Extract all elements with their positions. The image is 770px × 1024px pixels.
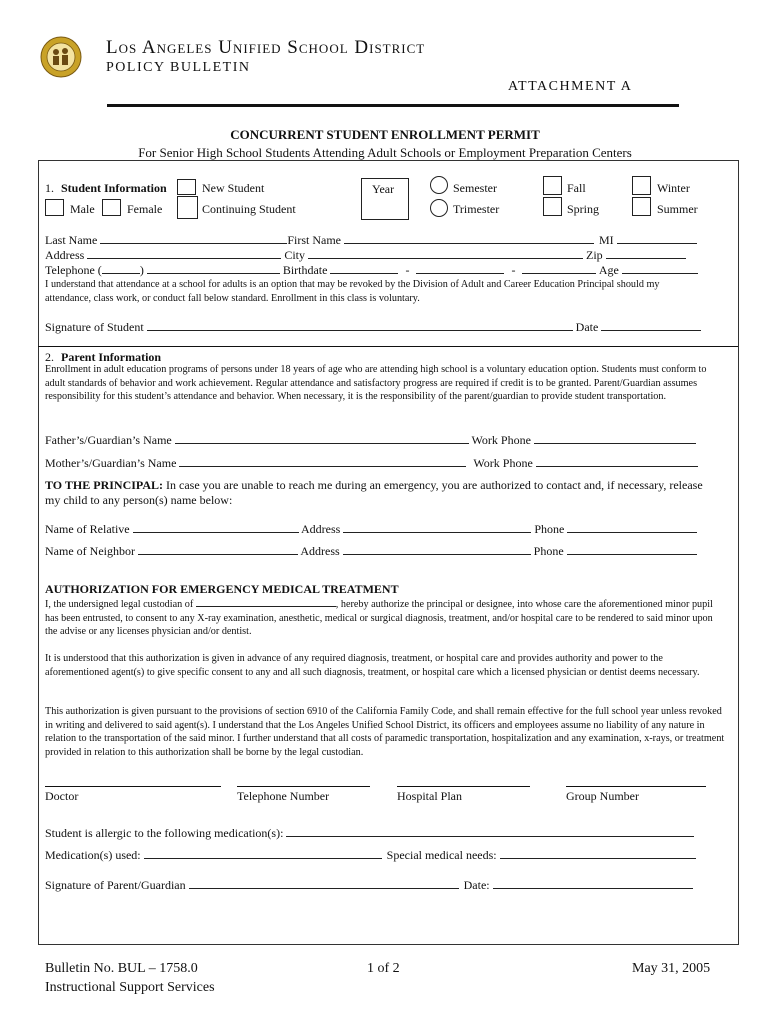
age-label: Age (598, 263, 619, 277)
section1-heading (45, 181, 167, 196)
section2-title: Parent Information (61, 350, 162, 364)
city-label: City (284, 248, 305, 262)
winter-checkbox[interactable] (632, 176, 651, 195)
new-student-label: New Student (202, 181, 265, 195)
birth-day-field[interactable] (416, 263, 504, 274)
student-signature-row (45, 320, 701, 335)
mother-work-phone-label: Work Phone (473, 456, 533, 470)
last-name-field[interactable] (100, 233, 287, 244)
neighbor-phone-field[interactable] (567, 544, 697, 555)
allergy-field[interactable] (286, 826, 694, 837)
new-student-checkbox[interactable] (177, 179, 196, 195)
footer-page-number: 1 of 2 (367, 961, 400, 976)
relative-label: Name of Relative (45, 522, 130, 536)
mi-field[interactable] (617, 233, 697, 244)
group-number-label: Group Number (566, 789, 639, 803)
footer-office: Instructional Support Services (45, 980, 215, 995)
first-name-field[interactable] (344, 233, 594, 244)
relative-address-label: Address (300, 522, 341, 536)
birth-month-field[interactable] (330, 263, 398, 274)
principal-note (45, 478, 715, 508)
mother-label: Mother’s/Guardian’s Name (45, 456, 177, 470)
section1-title: Student Information (61, 181, 167, 195)
allergy-row (45, 826, 694, 841)
doctor-label: Doctor (45, 789, 79, 803)
age-field[interactable] (622, 263, 698, 274)
parent-date-field[interactable] (493, 878, 693, 889)
footer-bulletin-number: Bulletin No. BUL – 1758.0 (45, 961, 198, 976)
semester-radio[interactable] (430, 176, 448, 194)
last-name-row (45, 233, 697, 248)
telephone-label: Telephone ( (45, 263, 102, 277)
special-needs-label: Special medical needs: (386, 848, 497, 862)
address-field[interactable] (87, 248, 281, 259)
special-needs-field[interactable] (500, 848, 696, 859)
footer-date: May 31, 2005 (632, 961, 711, 976)
parent-signature-label: Signature of Parent/Guardian (45, 878, 186, 892)
principal-note-text: In case you are unable to reach me during an emergency, you are authorized to contact and, if necessary, release my child to any person(s) name below: (45, 478, 703, 507)
mother-row (45, 456, 698, 471)
form-title: CONCURRENT STUDENT ENROLLMENT PERMIT (230, 127, 540, 142)
student-date-label: Date (575, 320, 599, 334)
city-field[interactable] (308, 248, 583, 259)
parent-signature-field[interactable] (189, 878, 459, 889)
relative-phone-label: Phone (534, 522, 565, 536)
medical-paragraph-3: This authorization is given pursuant to the provisions of section 6910 of the California Family Code, and shall remain effective for the full school year unless revoked in writing and delivered to said agent(s). I understand that the Los Angeles Unified School District, its officers and employees assume no liability of any nature in relation to the transportation of the said minor. I further understand that all costs of paramedic transportation, hospitalization and any examination, x-rays, or treatment provided in relation to this authorization shall be borne by the legal custodian. (45, 706, 725, 758)
district-name: Los Angeles Unified School District (106, 37, 426, 58)
form-subtitle: For Senior High School Students Attending Adult Schools or Employment Preparation Centers (138, 145, 632, 160)
parent-intro: Enrollment in adult education programs of persons under 18 years of age who are attending high school is a voluntary education option. Students must conform to adult standards of behavior and work achievement. Regular attendance and satisfactory progress are required if credit is to be granted. Parent/Guardian assumes responsibility for this student’s attendance and behavior. When necessary, it is the responsibility of the parent/guardian to provide student transportation. (45, 364, 707, 403)
mi-label: MI (598, 233, 614, 247)
father-work-phone-label: Work Phone (471, 433, 531, 447)
hospital-plan-label: Hospital Plan (397, 789, 462, 803)
father-label: Father’s/Guardian’s Name (45, 433, 172, 447)
winter-label: Winter (657, 181, 690, 195)
medical-paragraph-2: It is understood that this authorization is given in advance of any required diagnosis, treatment, or hospital care and provides authority and power to the aforementioned agent(s) to give specific consent to any and all such diagnosis, treatment, or hospital care which a licensed physician or dentist deems necessary. (45, 653, 700, 678)
medications-row (45, 848, 696, 863)
first-name-label: First Name (287, 233, 341, 247)
summer-label: Summer (657, 202, 698, 216)
medical-p1-end: minor pupil has been entrusted, to consent to any X-ray examination, anesthetic, medical or surgical diagnosis, treatment, and/or hospital care to be rendered to said minor upon the advise or any licenses physician and/or dentist. (45, 599, 713, 638)
summer-checkbox[interactable] (632, 197, 651, 216)
telephone-row (45, 263, 698, 278)
parent-signature-row (45, 878, 693, 893)
telephone-close: ) (139, 263, 144, 277)
minor-name-field[interactable] (196, 596, 336, 607)
male-checkbox[interactable] (45, 199, 64, 216)
fall-label: Fall (567, 181, 586, 195)
spring-label: Spring (567, 202, 600, 216)
section2-number: 2. (45, 350, 54, 364)
medications-field[interactable] (144, 848, 382, 859)
semester-label: Semester (453, 181, 497, 195)
year-label: Year (372, 182, 395, 196)
father-row (45, 433, 696, 448)
neighbor-row (45, 544, 697, 559)
continuing-student-label: Continuing Student (202, 202, 296, 216)
student-notice: I understand that attendance at a school for adults is an option that may be revoked by the Division of Adult and Career Education Principal should my attendance, class work, or conduct fall below standard. Enrollment in this class is voluntary. (45, 279, 660, 304)
telephone-number-label: Telephone Number (237, 789, 330, 803)
trimester-radio[interactable] (430, 199, 448, 217)
medical-p1-start: I, the undersigned legal custodian of (45, 599, 194, 610)
relative-name-field[interactable] (133, 522, 299, 533)
birth-year-field[interactable] (522, 263, 596, 274)
address-row (45, 248, 686, 263)
doctor-line[interactable] (45, 786, 221, 787)
father-name-field[interactable] (175, 433, 469, 444)
header-rule (107, 104, 679, 107)
telephone-number-line[interactable] (237, 786, 370, 787)
neighbor-name-field[interactable] (138, 544, 298, 555)
section-divider (38, 346, 738, 347)
student-signature-label: Signature of Student (45, 320, 144, 334)
continuing-student-checkbox[interactable] (177, 196, 198, 219)
area-code-field[interactable] (102, 263, 140, 274)
female-label: Female (127, 202, 163, 216)
neighbor-label: Name of Neighbor (45, 544, 135, 558)
mother-work-phone-field[interactable] (536, 456, 698, 467)
father-work-phone-field[interactable] (534, 433, 696, 444)
spring-checkbox[interactable] (543, 197, 562, 216)
medical-p1-mid: , hereby authorize the principal or designee, into whose care the aforementioned (335, 599, 663, 610)
policy-bulletin-label: POLICY BULLETIN (106, 60, 251, 75)
relative-phone-field[interactable] (567, 522, 697, 533)
student-date-field[interactable] (601, 320, 701, 331)
parent-date-label: Date: (463, 878, 490, 892)
fall-checkbox[interactable] (543, 176, 562, 195)
telephone-field[interactable] (147, 263, 280, 274)
relative-row (45, 522, 697, 537)
principal-note-label: TO THE PRINCIPAL: (45, 478, 164, 492)
zip-label: Zip (586, 248, 603, 262)
last-name-label: Last Name (45, 233, 98, 247)
student-signature-field[interactable] (147, 320, 573, 331)
mother-name-field[interactable] (179, 456, 466, 467)
district-seal-logo (40, 36, 82, 78)
relative-address-field[interactable] (343, 522, 531, 533)
hospital-plan-line[interactable] (397, 786, 530, 787)
medications-label: Medication(s) used: (45, 848, 141, 862)
birthdate-dash-2: - (511, 263, 516, 277)
birthdate-label: Birthdate (282, 263, 328, 277)
allergy-label: Student is allergic to the following medication(s): (45, 826, 284, 840)
birthdate-dash-1: - (405, 263, 410, 277)
medical-heading: AUTHORIZATION FOR EMERGENCY MEDICAL TREATMENT (45, 582, 399, 596)
address-label: Address (45, 248, 85, 262)
group-number-line[interactable] (566, 786, 706, 787)
neighbor-address-label: Address (300, 544, 340, 558)
section1-number: 1. (45, 181, 54, 195)
male-label: Male (70, 202, 95, 216)
zip-field[interactable] (606, 248, 686, 259)
female-checkbox[interactable] (102, 199, 121, 216)
neighbor-address-field[interactable] (343, 544, 531, 555)
attachment-label: ATTACHMENT A (508, 79, 633, 94)
medical-paragraph-1 (45, 596, 720, 639)
trimester-label: Trimester (453, 202, 500, 216)
neighbor-phone-label: Phone (533, 544, 564, 558)
